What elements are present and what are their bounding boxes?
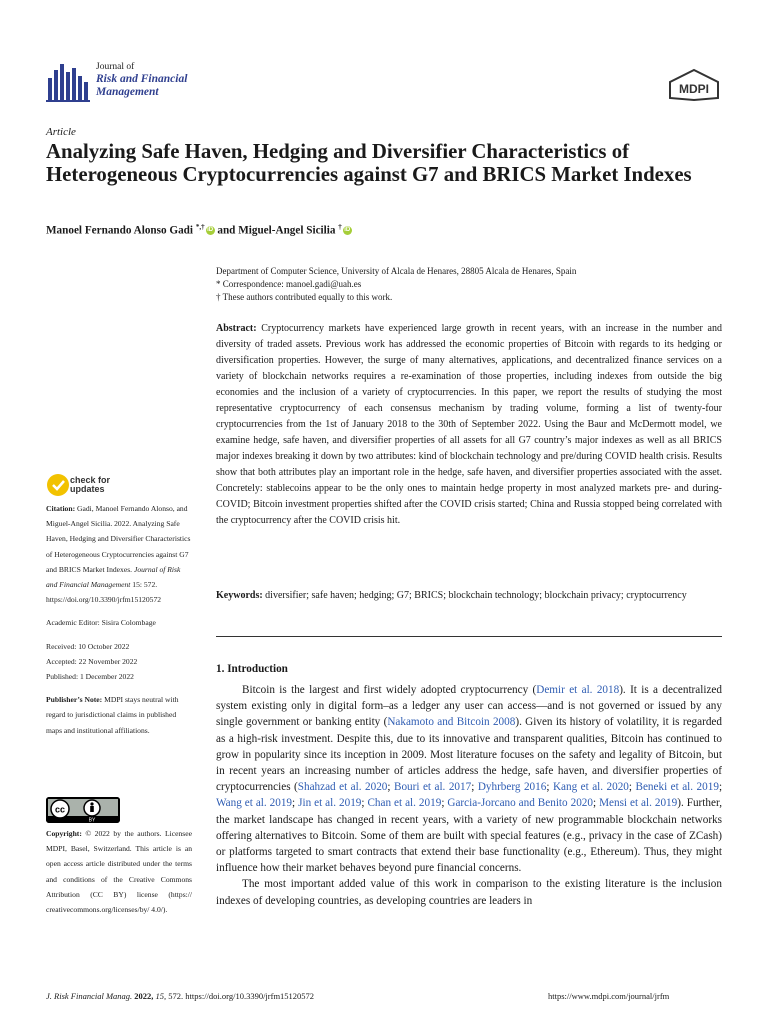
citation-label: Citation: <box>46 504 76 513</box>
citation-link[interactable]: Chan et al. 2019 <box>367 797 442 810</box>
intro-text: ). Given its history of volatility, it is regarded as a high-risk investment. Despite this, due to its innovative and transparent qualities, Bitcoin has continued to grow in popularity since its inception in 2009. Most literature focuses on the safety and legality of Bitcoin, but in recent years an increasing number of articles address the hedge, safe haven, and diversifier properties of cryptocurrencies ( <box>216 716 722 794</box>
journal-name-line1: Journal of <box>96 62 135 72</box>
date-received: Received: 10 October 2022 <box>46 641 130 651</box>
author-marks: † <box>338 223 342 231</box>
citation-link[interactable]: Shahzad et al. 2020 <box>297 781 388 794</box>
intro-text: Bitcoin is the largest and first widely adopted cryptocurrency ( <box>242 684 537 696</box>
abstract-text: Cryptocurrency markets have experienced large growth in recent years, with an increase in the number and diversity of traded assets. Previous work has addressed the economic properties of Bitcoin with regards to its hedging or diversification properties. However, the surge of many alternatives, applications, and decentralized finance services on a variety of blockchain networks requires a re-examination of those properties, including indexes from outside the big economies and the inclusion of a variety of cryptocurrencies. In this paper, we report the results of studying the most representative cryptocurrency of each consensus mechanism by trading volume, forming a list of twenty-four cryptocurrencies from the 1st of January 2018 to the 30th of September 2022. Using the Baur and McDermott model, we examine hedge, safe haven, and diversifier properties of all assets for all G7 country’s major indexes as well as all BRICS major indexes breaking it down by two attributes: kind of blockchain technology and pre/during COVID health crisis. Results show that both attributes play an important role in the hedge, safe haven, and diversifier properties associated with the asset. Concretely: stablecoins appear to be the only ones to maintain hedge property in most analyzed markets pre- and during-COVID; Bitcoin investment properties shifted after the COVID crisis started; China and Russia stopped being correlated with the cryptocurrency after the COVID crisis hit. <box>216 323 722 526</box>
academic-editor: Academic Editor: Sisira Colombage <box>46 618 156 628</box>
citation-link[interactable]: Nakamoto and Bitcoin 2008 <box>387 716 516 729</box>
journal-name-line2: Risk and Financial <box>96 73 188 85</box>
section-divider <box>216 636 722 637</box>
citation-link[interactable]: Beneki et al. 2019 <box>635 781 719 794</box>
intro-text: ). Further, the market landscape has changed in recent years, with a variety of new programmable blockchain networks offering alternatives to Bitcoin. Some of them are built with special features (e.g., privacy in the case of ZCash) or platforms targeted to smart contracts that extend their base functionality (e.g., Ethereum). Thus, they might influence how their market behaves beyond pure financial concerns. <box>216 797 723 875</box>
citation-block <box>46 501 191 607</box>
keywords-label: Keywords: <box>216 590 263 601</box>
publisher-note-text: MDPI stays neutral with regard to jurisdictional claims in published maps and institutional affiliations. <box>46 695 179 735</box>
citation-journal: Journal of Risk and Financial Management <box>46 564 181 590</box>
citation-link[interactable]: Garcia-Jorcano and Benito 2020 <box>447 797 593 810</box>
correspondence: * Correspondence: manoel.gadi@uah.es <box>216 279 362 289</box>
citation-link[interactable]: Jin et al. 2019 <box>298 797 362 810</box>
citation-link[interactable]: Demir et al. 2018 <box>536 684 620 696</box>
intro-text: ). It is a decentralized system existing only in digital form–as a ledger any user can access—and is not governed or issued by any single government or banking entity ( <box>216 684 722 729</box>
author-name[interactable]: Manoel Fernando Alonso Gadi <box>46 224 194 237</box>
copyright-text: © 2022 by the authors. Licensee MDPI, Basel, Switzerland. This article is an open access article distributed under the terms and conditions of the Creative Commons Attribution (CC BY) license (https:// creativecommons.org/licenses/by/ 4.0/). <box>46 829 192 915</box>
citation-link[interactable]: Bouri et al. 2017 <box>393 781 472 794</box>
affiliations <box>216 265 726 304</box>
citation-volume: 15: 572. <box>132 580 158 590</box>
footer-doi[interactable]: 572. https://doi.org/10.3390/jrfm15120572 <box>168 991 315 1001</box>
citation-text: Gadi, Manoel Fernando Alonso, and Miguel-Angel Sicilia. 2022. Analyzing Safe Haven, Hedging and Diversifier Characteristics of Heterogeneous Cryptocurrencies against G7 and BRICS Market Indexes. <box>46 504 191 574</box>
mdpi-logo-text: MDPI <box>679 82 709 96</box>
citation-link[interactable]: Mensi et al. 2019 <box>599 797 678 810</box>
sidebar-metadata <box>46 501 191 746</box>
journal-logo <box>46 60 90 104</box>
intro-paragraph-2: The most important added value of this work in comparison to the existing literature is the inclusion indexes of developing countries, as developing countries are leaders in <box>216 878 722 907</box>
affiliation-dept: Department of Computer Science, University of Alcala de Henares, 28805 Alcala de Henares, Spain <box>216 266 577 276</box>
orcid-icon[interactable]: iD <box>207 226 214 233</box>
check-line1: check for <box>70 475 111 485</box>
copyright-notice <box>46 826 192 917</box>
footer-year: 2022, <box>134 991 154 1001</box>
author-marks: *,† <box>195 223 205 231</box>
footer-volume: 15, <box>155 991 167 1001</box>
journal-name <box>96 61 187 98</box>
section-heading: 1. Introduction <box>216 663 288 675</box>
abstract-label: Abstract: <box>216 323 257 334</box>
keywords <box>216 588 722 604</box>
abstract <box>216 321 722 529</box>
citation-link[interactable]: Dyhrberg 2016 <box>477 781 547 794</box>
keywords-text: diversifier; safe haven; hedging; G7; BRICS; blockchain technology; blockchain privacy; cryptocurrency <box>265 590 687 601</box>
check-for-updates-label[interactable] <box>70 476 110 494</box>
orcid-icon[interactable]: iD <box>344 226 351 233</box>
citation-link[interactable]: Wang et al. 2019 <box>216 797 293 810</box>
mdpi-logo <box>666 68 722 102</box>
check-line2: updates <box>70 484 105 494</box>
paper-title: Analyzing Safe Haven, Hedging and Diversifier Characteristics of Heterogeneous Cryptocurrencies against G7 and BRICS Market Indexes <box>46 140 692 186</box>
journal-name-line3: Management <box>96 85 159 98</box>
author-list <box>46 223 352 237</box>
publisher-note <box>46 692 191 738</box>
cc-by-license-icon[interactable] <box>46 797 120 823</box>
by-label: BY <box>88 817 96 823</box>
footer-journal: J. Risk Financial Manag. <box>46 991 133 1001</box>
date-accepted: Accepted: 22 November 2022 <box>46 656 138 666</box>
equal-contribution-note: † These authors contributed equally to this work. <box>216 292 393 302</box>
introduction-body <box>216 682 722 909</box>
publisher-note-label: Publisher’s Note: <box>46 695 103 705</box>
cc-logo-text: cc <box>54 804 66 815</box>
author-conjunction: and <box>217 224 236 237</box>
footer-journal-url[interactable]: https://www.mdpi.com/journal/jrfm <box>548 991 670 1001</box>
date-published: Published: 1 December 2022 <box>46 672 134 682</box>
citation-link[interactable]: Kang et al. 2020 <box>552 781 629 794</box>
footer-citation <box>46 991 314 1001</box>
copyright-label: Copyright: <box>46 829 82 838</box>
author-name[interactable]: Miguel-Angel Sicilia <box>238 224 336 237</box>
intro-paragraph-1: Bitcoin is the largest and first widely adopted cryptocurrency (Demir et al. 2018). It is a decentralized system existing only in digital form–as a ledger any user can access—and is not governed or issued by any single government or banking entity (Nakamoto and Bitcoin 2008). Given its history of volatility, it is regarded as a high-risk investment. Despite this, due to its innovative and transparent qualities, Bitcoin has continued to grow in popularity since its inception in 2009. Most literature focuses on the safety and legality of Bitcoin, but in recent years an increasing number of articles address the hedge, safe haven, and diversifier properties of cryptocurrencies (Shahzad et al. 2020; Bouri et al. 2017; Dyhrberg 2016; Kang et al. 2020; Beneki et al. 2019; Wang et al. 2019; Jin et al. 2019; Chan et al. 2019; Garcia-Jorcano and Benito 2020; Mensi et al. 2019). Further, the market landscape has changed in recent years, with a variety of new programmable blockchain networks offering alternatives to Bitcoin. Some of them are built with special features (e.g., privacy in the case of ZCash) or platforms targeted to smart contracts that extend their base functionality (e.g., Ethereum). Thus, they might influence how their market behaves beyond pure financial concerns. <box>216 684 723 875</box>
article-type: Article <box>46 126 76 138</box>
citation-doi-link[interactable]: https://doi.org/10.3390/jrfm15120572 <box>46 595 162 605</box>
